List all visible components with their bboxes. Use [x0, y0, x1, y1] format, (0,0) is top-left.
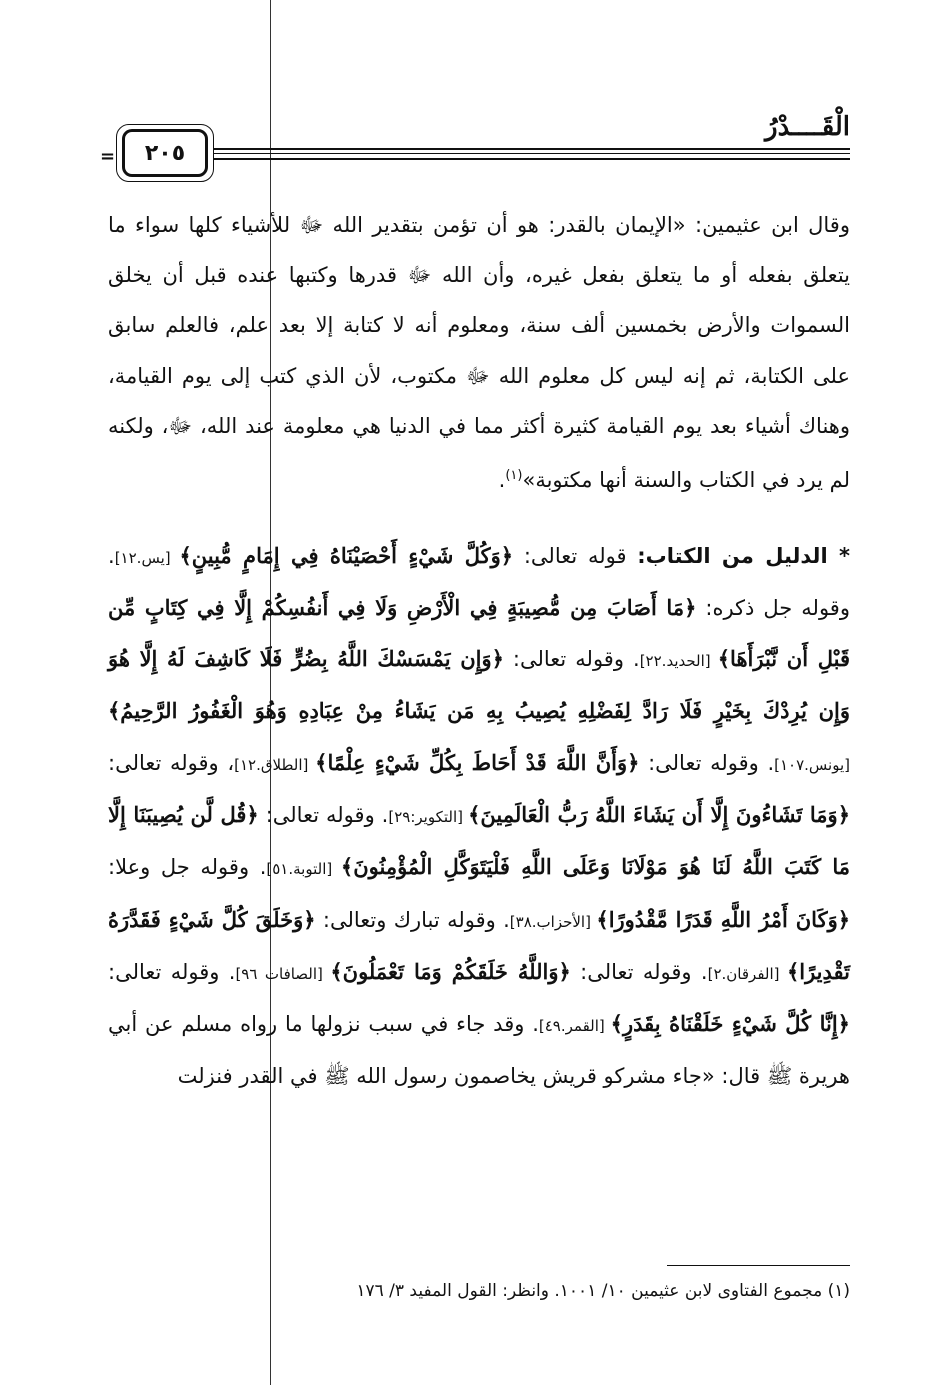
footnote-separator [667, 1265, 850, 1266]
header-rule-top [213, 148, 850, 150]
verse-reference: [الحديد.٢٢] [639, 651, 718, 670]
text-segment: قوله تعالى: [513, 544, 638, 569]
quran-verse: ﴿وَكُلَّ شَيْءٍ أَحْصَيْنَاهُ فِي إِمَامٍ مُّبِينٍ﴾ [179, 543, 514, 569]
quran-verse: ﴿قُل لَّن يُصِيبَنَا إِلَّا مَا كَتَبَ اللَّهُ لَنَا هُوَ مَوْلَانَا وَعَلَى اللَّهِ فَلْيَتَوَكَّلِ الْمُؤْمِنُونَ﴾ [108, 802, 850, 880]
text-segment: . وقوله تعالى: [258, 803, 389, 828]
section-lead: * الدليل من الكتاب: [637, 544, 851, 569]
verse-reference: [الفرقان.٢] [707, 964, 787, 983]
text-segment: . وقوله تعالى: [570, 959, 708, 984]
quran-verse: ﴿وَمَا تَشَاءُونَ إِلَّا أَن يَشَاءَ اللَّهُ رَبُّ الْعَالَمِينَ﴾ [468, 802, 851, 828]
quran-verse: ﴿وَكَانَ أَمْرُ اللَّهِ قَدَرًا مَّقْدُورًا﴾ [596, 906, 851, 932]
paragraph-ibn-uthaymeen: وقال ابن عثيمين: «الإيمان بالقدر: هو أن تؤمن بتقدير الله ﷻ للأشياء كلها سواء ما يتعلق بفعله أو ما يتعلق بفعل غيره، وأن الله ﷻ قدرها وكتبها عنده قبل أن يخلق السموات والأرض بخمسين ألف سنة، ومعلوم أنه لا كتابة إلا بعد علم، فالعلم سابق على الكتابة، ثم إنه ليس كل معلوم الله ﷻ مكتوب، لأن الذي كتب إلى يوم القيامة، وهناك أشياء بعد يوم القيامة كثيرة أكثر مما في الدنيا هي معلومة عند الله، ﷻ، ولكنه لم يرد في الكتاب والسنة أنها مكتوبة»$^{(١)}$. [108, 213, 850, 493]
footnote: (١) مجموع الفتاوى لابن عثيمين ١٠/ ١٠٠١. وانظر: القول المفيد ٣/ ١٧٦ [356, 1281, 850, 1301]
text-segment: ، وقوله تعالى: [108, 751, 235, 776]
verse-reference: [يس.١٢] [114, 549, 180, 568]
running-header-title: الْقَــــدْرُ [765, 112, 850, 142]
verse-reference: [التكوير:٢٩] [388, 808, 469, 827]
verse-reference: [القمر.٤٩] [538, 1017, 611, 1036]
page-body [108, 200, 850, 1101]
verse-reference: [الصافات ٩٦] [235, 964, 331, 983]
text-segment: . وقوله جل ذكره: [108, 544, 850, 621]
paragraph-text: وقال ابن عثيمين: «الإيمان بالقدر: هو أن تؤمن بتقدير الله ﷻ للأشياء كلها سواء ما يتعلق بفعله أو ما يتعلق بفعل غيره، وأن الله ﷻ قدرها وكتبها عنده قبل أن يخلق السموات والأرض بخمسين ألف سنة، ومعلوم أنه لا كتابة إلا بعد علم، فالعلم سابق على الكتابة، ثم إنه ليس كل معلوم الله ﷻ مكتوب، لأن الذي كتب إلى يوم القيامة، وهناك أشياء بعد يوم القيامة كثيرة أكثر مما في الدنيا هي معلومة عند الله، ﷻ، ولكنه لم يرد في الكتاب والسنة أنها مكتوبة» [108, 213, 850, 493]
header-rule-bottom [213, 158, 850, 160]
header-rule-middle [213, 153, 850, 154]
text-segment: . وقد جاء في سبب نزولها ما رواه مسلم عن أبي هريرة ﷺ قال: «جاء مشركو قريش يخاصمون رسول الله ﷺ في القدر فنزلت [108, 1012, 850, 1089]
text-segment: . وقوله تعالى: [108, 959, 236, 984]
verse-reference: [التوبة.٥١] [266, 860, 341, 879]
header-equals-mark: = [100, 146, 116, 167]
quran-verse: ﴿وَخَلَقَ كُلَّ شَيْءٍ فَقَدَّرَهُ تَقْدِيرًا﴾ [108, 906, 851, 984]
page-number: ٢٠٥ [122, 129, 208, 177]
quran-verse: ﴿وَإِن يَمْسَسْكَ اللَّهُ بِضُرٍّ فَلَا كَاشِفَ لَهُ إِلَّا هُوَ وَإِن يُرِدْكَ بِخَيْرٍ فَلَا رَادَّ لِفَضْلِهِ يُصِيبُ بِهِ مَن يَشَاءُ مِنْ عِبَادِهِ وَهُوَ الْغَفُورُ الرَّحِيمُ﴾ [108, 645, 850, 723]
quran-verse: ﴿وَاللَّهُ خَلَقَكُمْ وَمَا تَعْمَلُونَ﴾ [330, 958, 571, 984]
text-segment: . وقوله تعالى: [639, 751, 775, 776]
verse-reference: [الطلاق.١٢] [234, 756, 316, 775]
footnote-marker: (١) [505, 468, 523, 484]
text-segment: . وقوله تبارك وتعالى: [315, 907, 510, 932]
verse-reference: [يونس.١٠٧] [774, 756, 850, 775]
quran-verse: ﴿مَا أَصَابَ مِن مُّصِيبَةٍ فِي الْأَرْضِ وَلَا فِي أَنفُسِكُمْ إِلَّا فِي كِتَابٍ مِّن قَبْلِ أَن نَّبْرَأَهَا﴾ [108, 595, 850, 671]
verse-reference: [الأحزاب.٣٨] [509, 912, 597, 931]
text-segment: . وقوله جل وعلا: [108, 855, 267, 880]
quran-verse: ﴿إِنَّا كُلَّ شَيْءٍ خَلَقْنَاهُ بِقَدَرٍ﴾ [610, 1011, 850, 1037]
quran-verse: ﴿وَأَنَّ اللَّهَ قَدْ أَحَاطَ بِكُلِّ شَيْءٍ عِلْمًا﴾ [315, 750, 640, 776]
paragraph-quran-evidence [108, 531, 850, 1101]
text-segment: . وقوله تعالى: [503, 646, 640, 671]
